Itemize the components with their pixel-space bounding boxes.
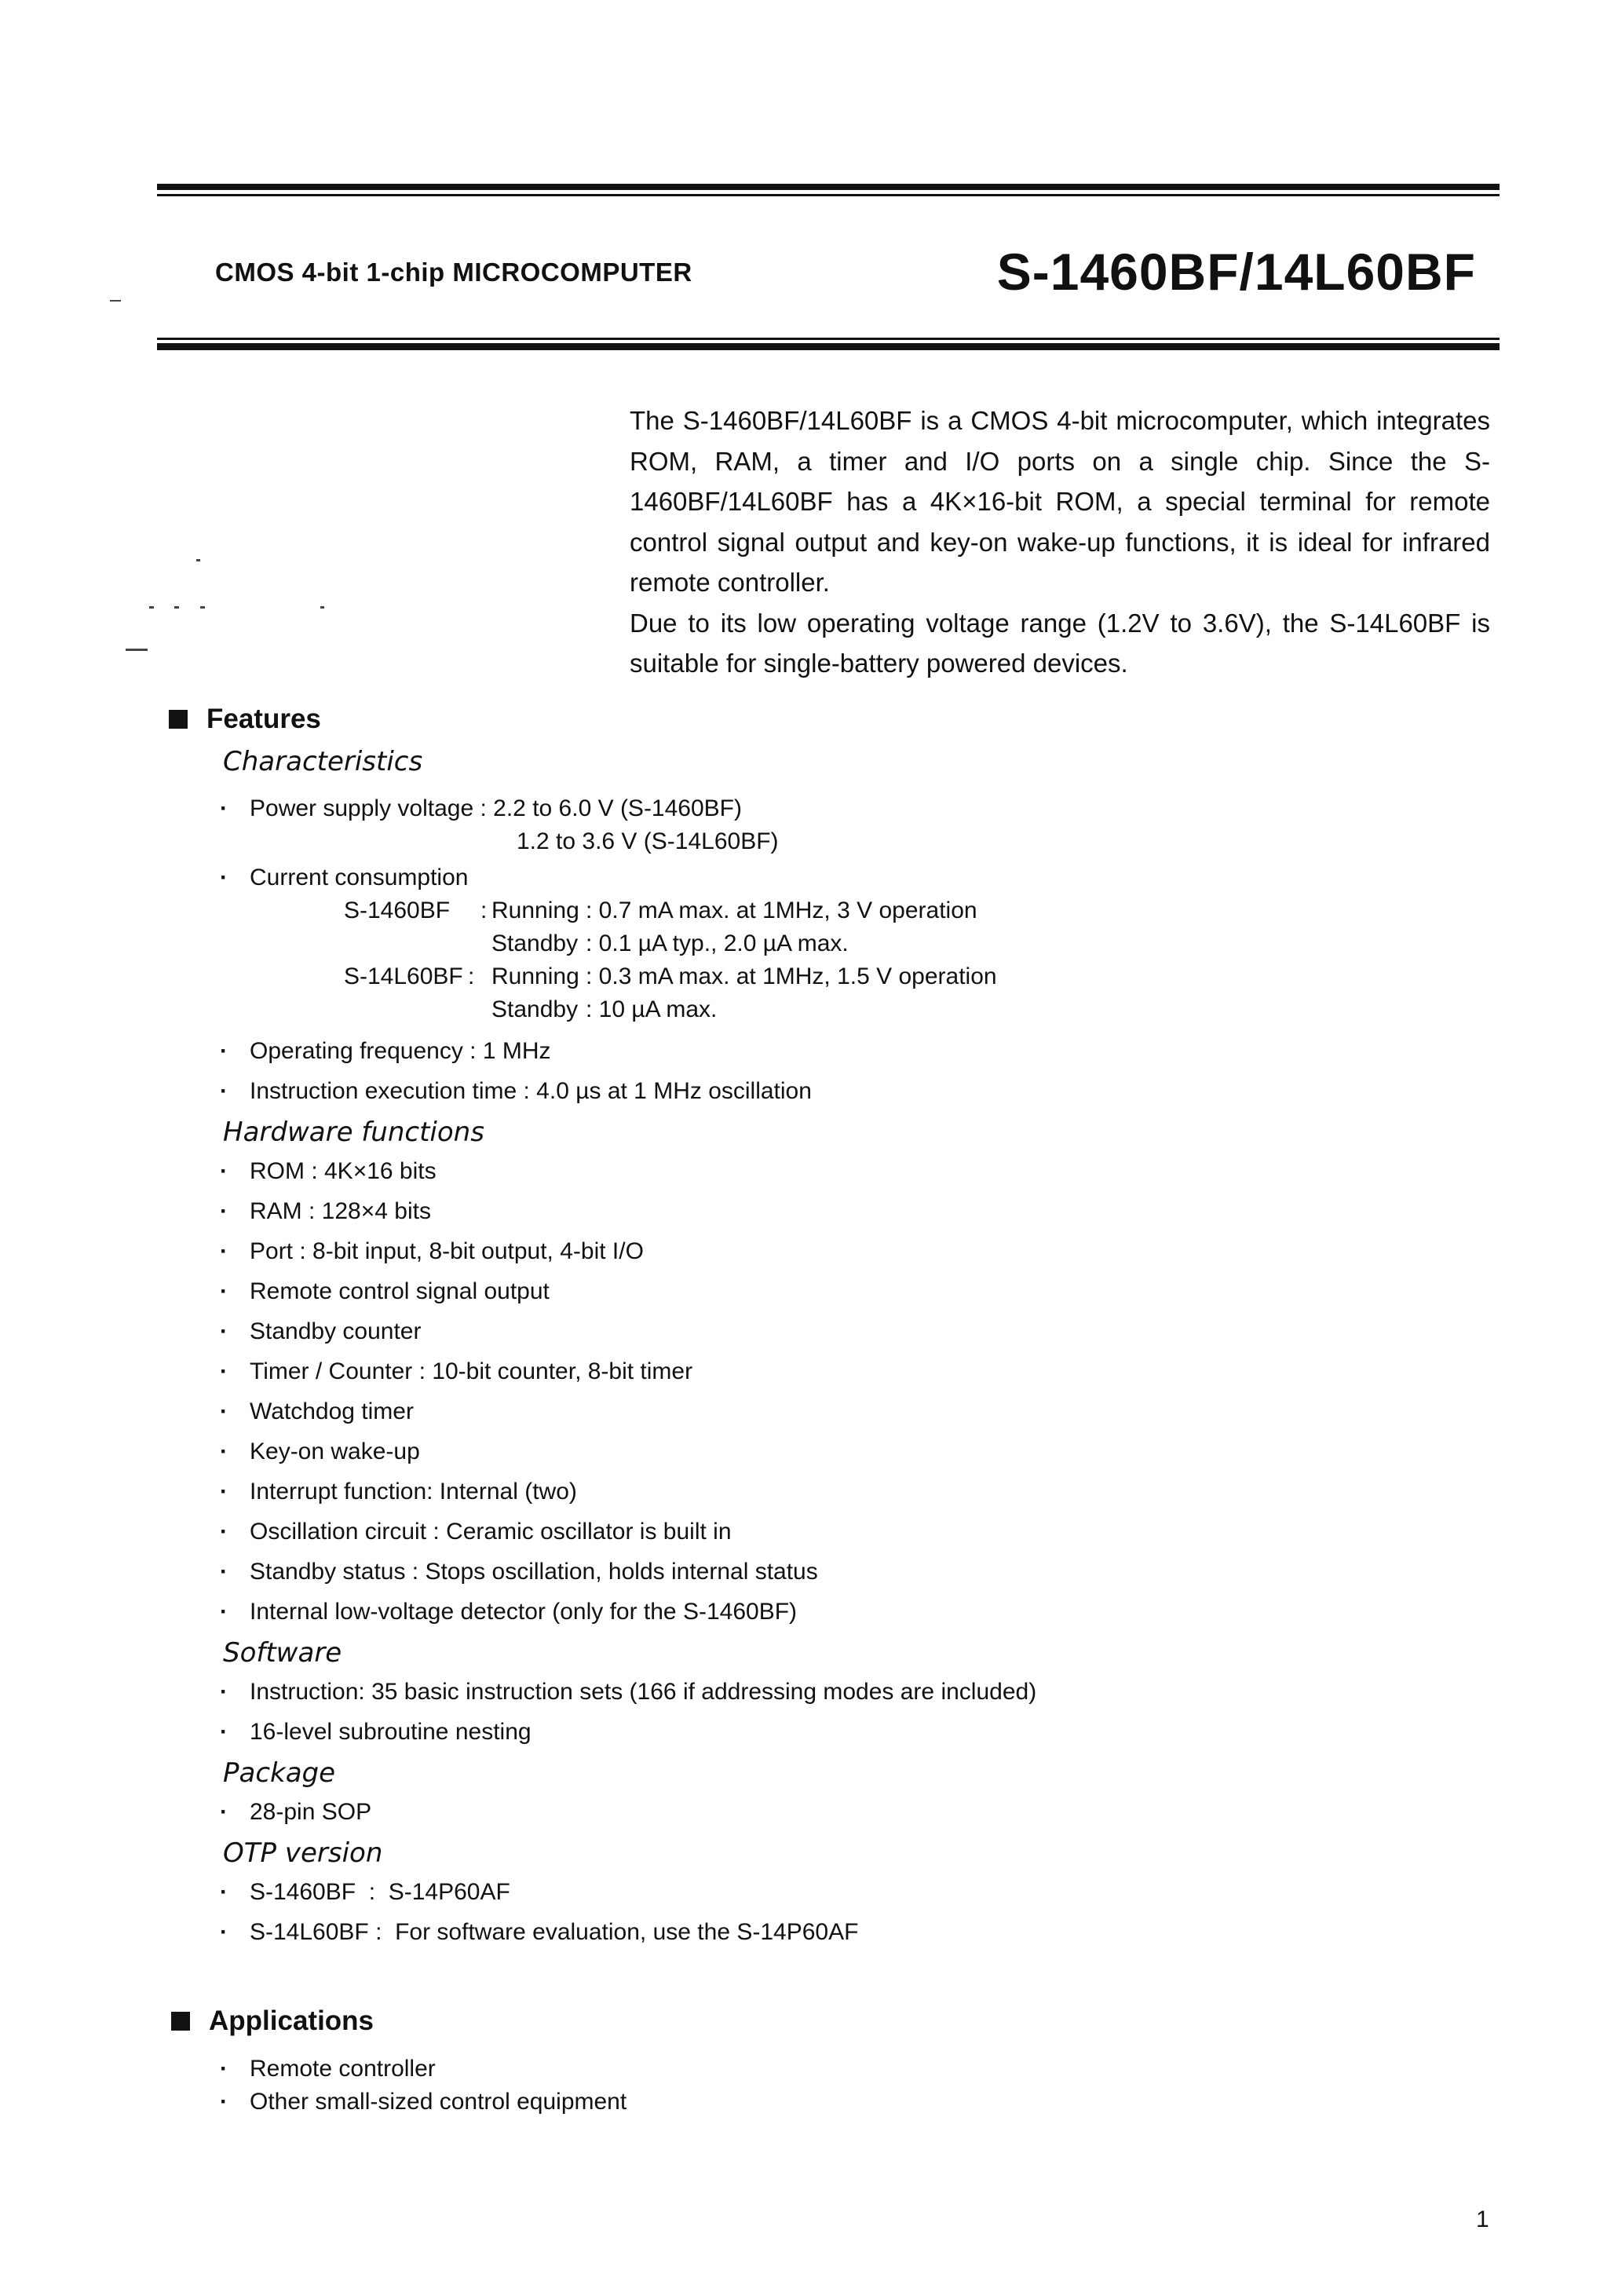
list-item: · Power supply voltage : 2.2 to 6.0 V (S-1460BF) — [220, 795, 742, 822]
applications-heading-label: Applications — [209, 2005, 374, 2036]
list-item: · Other small-sized control equipment — [220, 2089, 627, 2115]
cc-mode: Running — [491, 898, 579, 923]
hardware-subheading: Hardware functions — [223, 1117, 484, 1148]
scan-speck — [126, 649, 148, 651]
list-item: · Watchdog timer — [220, 1398, 414, 1425]
scan-speck — [320, 606, 324, 609]
list-item: · Instruction: 35 basic instruction sets (166 if addressing modes are included) — [220, 1679, 1036, 1706]
document-title: S-1460BF/14L60BF — [996, 243, 1476, 301]
cc-mode: Standby — [491, 996, 579, 1022]
scan-speck — [174, 606, 179, 609]
applications-heading — [171, 2005, 374, 2037]
list-item: · Timer / Counter : 10-bit counter, 8-bit timer — [220, 1358, 692, 1385]
list-item: · S-1460BF : S-14P60AF — [220, 1879, 510, 1906]
intro-paragraph: The S-1460BF/14L60BF is a CMOS 4-bit microcomputer, which integrates ROM, RAM, a timer and I/O ports on a single chip. Since the S-1460BF/14L60BF has a 4K×16-bit ROM, a special terminal for remote control signal output and key-on wake-up functions, it is ideal for infrared remote controller. — [630, 406, 1490, 597]
characteristics-subheading: Characteristics — [223, 746, 423, 777]
scan-speck — [149, 606, 154, 609]
list-item: · ROM : 4K×16 bits — [220, 1158, 437, 1185]
header-rule-thick — [157, 184, 1500, 190]
features-heading — [169, 704, 321, 735]
scan-speck — [110, 300, 121, 302]
list-item: · Operating frequency : 1 MHz — [220, 1038, 551, 1065]
intro-text — [630, 400, 1490, 684]
package-subheading: Package — [223, 1757, 336, 1789]
document-subtitle: CMOS 4-bit 1-chip MICROCOMPUTER — [215, 258, 692, 287]
list-item: · Key-on wake-up — [220, 1439, 420, 1465]
list-item: · 28-pin SOP — [220, 1799, 371, 1826]
software-subheading: Software — [223, 1637, 342, 1669]
list-item: · Current consumption — [220, 865, 468, 891]
list-item: · Remote controller — [220, 2056, 436, 2082]
cc-value: : 0.7 mA max. at 1MHz, 3 V operation — [586, 898, 977, 923]
square-bullet-icon — [169, 710, 188, 729]
scan-speck — [196, 559, 200, 561]
list-item: · RAM : 128×4 bits — [220, 1198, 431, 1225]
cc-device: S-14L60BF — [344, 963, 463, 989]
list-item: · Instruction execution time : 4.0 µs at 1 MHz oscillation — [220, 1078, 812, 1105]
features-heading-label: Features — [206, 704, 321, 734]
list-item: · Oscillation circuit : Ceramic oscillator is built in — [220, 1519, 732, 1545]
cc-value: : 0.1 µA typ., 2.0 µA max. — [586, 930, 849, 956]
cc-sep: : — [468, 963, 475, 989]
list-item-continuation: 1.2 to 3.6 V (S-14L60BF) — [517, 828, 779, 854]
list-item: · Port : 8-bit input, 8-bit output, 4-bit I/O — [220, 1238, 644, 1265]
cc-device: S-1460BF — [344, 898, 451, 923]
header-rule-thin-bottom — [157, 338, 1500, 340]
square-bullet-icon — [171, 2012, 190, 2031]
scan-speck — [200, 606, 205, 609]
header-rule-thin — [157, 194, 1500, 196]
list-item: · Standby counter — [220, 1318, 421, 1345]
list-item: · Standby status : Stops oscillation, holds internal status — [220, 1559, 818, 1585]
page-number: 1 — [1476, 2206, 1489, 2232]
cc-value: : 10 µA max. — [586, 996, 718, 1022]
list-item: · S-14L60BF : For software evaluation, use the S-14P60AF — [220, 1919, 858, 1946]
cc-mode: Running — [491, 963, 579, 989]
intro-paragraph: Due to its low operating voltage range (1.2V to 3.6V), the S-14L60BF is suitable for single-battery powered devices. — [630, 608, 1490, 678]
cc-sep: : — [480, 898, 488, 923]
cc-mode: Standby — [491, 930, 579, 956]
list-item: · Remote control signal output — [220, 1278, 550, 1305]
header-rule-thick-bottom — [157, 343, 1500, 350]
cc-value: : 0.3 mA max. at 1MHz, 1.5 V operation — [586, 963, 997, 989]
list-item: · Internal low-voltage detector (only for the S-1460BF) — [220, 1599, 797, 1625]
list-item: · 16-level subroutine nesting — [220, 1719, 532, 1746]
otp-subheading: OTP version — [223, 1837, 383, 1869]
list-item: · Interrupt function: Internal (two) — [220, 1479, 577, 1505]
